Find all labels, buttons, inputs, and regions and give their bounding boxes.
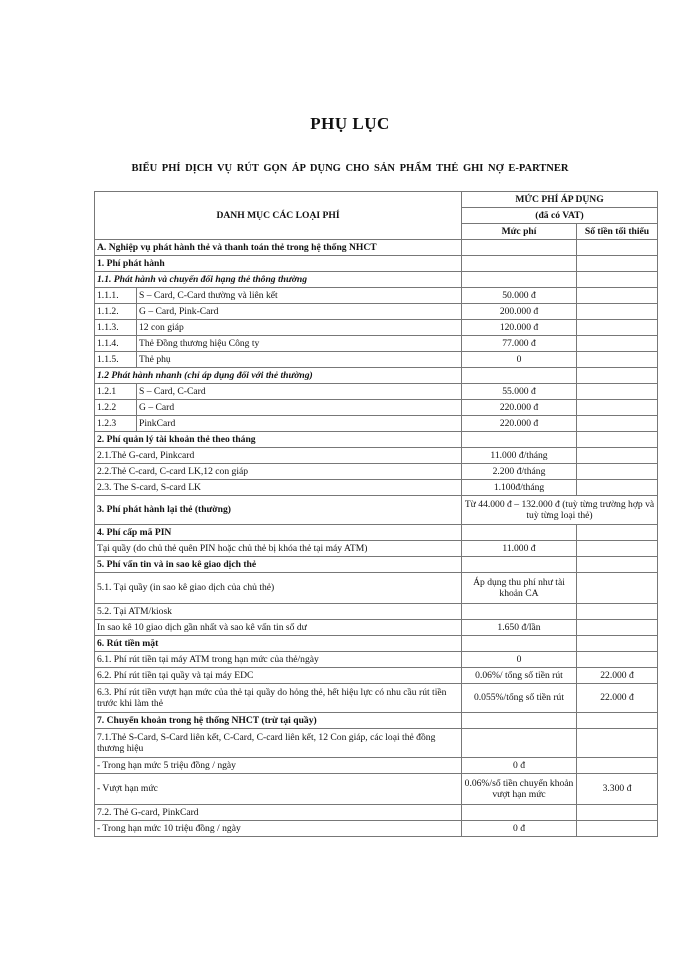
row-fee: 50.000 đ <box>462 288 577 304</box>
table-row <box>95 304 658 320</box>
fee-table <box>94 191 658 837</box>
empty-cell <box>577 480 658 496</box>
empty-cell <box>577 713 658 729</box>
page-title: PHỤ LỤC <box>310 114 390 133</box>
row-number: 1.1.3. <box>95 320 137 336</box>
row-label: 5.1. Tại quầy (in sao kê giao dịch của chủ thẻ) <box>95 573 462 604</box>
empty-cell <box>577 636 658 652</box>
reissue-fee: Từ 44.000 đ – 132.000 đ (tuỳ từng trường hợp và tuỳ từng loại thẻ) <box>462 496 658 525</box>
row-fee: 220.000 đ <box>462 400 577 416</box>
row-label: 7.1.Thẻ S-Card, S-Card liên kết, C-Card, C-card liên kết, 12 Con giáp, các loại thẻ đồng thương hiệu <box>95 729 462 758</box>
section-6-title: 6. Rút tiền mặt <box>95 636 462 652</box>
row-fee: 220.000 đ <box>462 416 577 432</box>
section-row <box>95 256 658 272</box>
row-fee: 11.000 đ/tháng <box>462 448 577 464</box>
section-row <box>95 713 658 729</box>
empty-cell <box>462 805 577 821</box>
row-label: - Vượt hạn mức <box>95 774 462 805</box>
row-fee: 200.000 đ <box>462 304 577 320</box>
section-7-title: 7. Chuyển khoản trong hệ thống NHCT (trừ tại quầy) <box>95 713 462 729</box>
table-row <box>95 352 658 368</box>
section-row <box>95 432 658 448</box>
empty-cell <box>462 272 577 288</box>
section-2-title: 2. Phí quản lý tài khoản thẻ theo tháng <box>95 432 462 448</box>
empty-cell <box>577 821 658 837</box>
empty-cell <box>577 272 658 288</box>
table-row <box>95 758 658 774</box>
section-row <box>95 496 658 525</box>
empty-cell <box>577 384 658 400</box>
empty-cell <box>577 729 658 758</box>
table-row <box>95 336 658 352</box>
empty-cell <box>462 240 577 256</box>
empty-cell <box>462 557 577 573</box>
empty-cell <box>577 573 658 604</box>
header-category: DANH MỤC CÁC LOẠI PHÍ <box>95 192 462 240</box>
row-label: S – Card, C-Card <box>137 384 462 400</box>
section-5-title: 5. Phí vấn tin và in sao kê giao dịch thẻ <box>95 557 462 573</box>
header-applied-fee: MỨC PHÍ ÁP DỤNG <box>462 192 658 208</box>
row-number: 1.1.5. <box>95 352 137 368</box>
row-label: - Trong hạn mức 5 triệu đồng / ngày <box>95 758 462 774</box>
section-a-title: A. Nghiệp vụ phát hành thẻ và thanh toán thẻ trong hệ thống NHCT <box>95 240 462 256</box>
table-row <box>95 573 658 604</box>
table-row <box>95 480 658 496</box>
table-header-row <box>95 192 658 208</box>
table-row <box>95 320 658 336</box>
table-row <box>95 400 658 416</box>
empty-cell <box>577 352 658 368</box>
header-vat-note: (đã có VAT) <box>462 208 658 224</box>
table-row <box>95 805 658 821</box>
empty-cell <box>577 464 658 480</box>
table-row <box>95 464 658 480</box>
empty-cell <box>577 758 658 774</box>
row-label: In sao kê 10 giao dịch gần nhất và sao kê vấn tin số dư <box>95 620 462 636</box>
row-number: 1.2.3 <box>95 416 137 432</box>
table-row <box>95 652 658 668</box>
row-label: 2.3. The S-card, S-card LK <box>95 480 462 496</box>
empty-cell <box>577 432 658 448</box>
table-row <box>95 384 658 400</box>
row-label: 6.2. Phí rút tiền tại quầy và tại máy EDC <box>95 668 462 684</box>
table-row <box>95 668 658 684</box>
header-min-amount: Số tiền tối thiểu <box>577 224 658 240</box>
row-fee: 2.200 đ/tháng <box>462 464 577 480</box>
table-row <box>95 729 658 758</box>
empty-cell <box>577 557 658 573</box>
row-label: Thẻ Đồng thương hiệu Công ty <box>137 336 462 352</box>
row-label: 12 con giáp <box>137 320 462 336</box>
row-fee: 0 đ <box>462 821 577 837</box>
empty-cell <box>462 729 577 758</box>
row-label: - Trong hạn mức 10 triệu đồng / ngày <box>95 821 462 837</box>
row-label: 6.1. Phí rút tiền tại máy ATM trong hạn mức của thẻ/ngày <box>95 652 462 668</box>
subsection-1-2-title: 1.2 Phát hành nhanh (chỉ áp dụng đối với thẻ thường) <box>95 368 462 384</box>
row-label: 6.3. Phí rút tiền vượt hạn mức của thẻ tại quầy do hỏng thẻ, hết hiệu lực có nhu cầu rút tiền trước khi làm thẻ <box>95 684 462 713</box>
row-fee: 77.000 đ <box>462 336 577 352</box>
row-number: 1.1.1. <box>95 288 137 304</box>
row-fee: Áp dụng thu phí như tài khoản CA <box>462 573 577 604</box>
section-3-title: 3. Phí phát hành lại thẻ (thường) <box>95 496 462 525</box>
row-number: 1.2.1 <box>95 384 137 400</box>
table-row <box>95 821 658 837</box>
empty-cell <box>577 805 658 821</box>
row-label: S – Card, C-Card thường và liên kết <box>137 288 462 304</box>
document-subtitle: BIỂU PHÍ DỊCH VỤ RÚT GỌN ÁP DỤNG CHO SẢN PHẨM THẺ GHI NỢ E-PARTNER <box>131 163 569 174</box>
empty-cell <box>577 604 658 620</box>
empty-cell <box>577 620 658 636</box>
row-min: 22.000 đ <box>577 684 658 713</box>
subsection-row <box>95 368 658 384</box>
row-min: 22.000 đ <box>577 668 658 684</box>
section-4-title: 4. Phí cấp mã PIN <box>95 525 462 541</box>
row-fee: 0 đ <box>462 758 577 774</box>
section-row <box>95 557 658 573</box>
section-row <box>95 636 658 652</box>
row-label: 2.1.Thẻ G-card, Pinkcard <box>95 448 462 464</box>
empty-cell <box>577 368 658 384</box>
empty-cell <box>577 416 658 432</box>
row-min: 3.300 đ <box>577 774 658 805</box>
row-label: Thẻ phụ <box>137 352 462 368</box>
section-row <box>95 525 658 541</box>
empty-cell <box>462 713 577 729</box>
row-label: 2.2.Thẻ C-card, C-card LK,12 con giáp <box>95 464 462 480</box>
empty-cell <box>462 636 577 652</box>
table-row <box>95 416 658 432</box>
row-label: Tại quầy (do chủ thẻ quên PIN hoặc chủ thẻ bị khóa thẻ tại máy ATM) <box>95 541 462 557</box>
table-row <box>95 604 658 620</box>
empty-cell <box>462 432 577 448</box>
row-fee: 120.000 đ <box>462 320 577 336</box>
table-row <box>95 541 658 557</box>
table-row <box>95 448 658 464</box>
subsection-row <box>95 272 658 288</box>
row-fee: 1.650 đ/lần <box>462 620 577 636</box>
table-row <box>95 684 658 713</box>
row-fee: 0.06%/số tiền chuyển khoản vượt hạn mức <box>462 774 577 805</box>
section-1-title: 1. Phí phát hành <box>95 256 462 272</box>
empty-cell <box>462 368 577 384</box>
row-number: 1.2.2 <box>95 400 137 416</box>
row-fee: 0 <box>462 352 577 368</box>
row-fee: 11.000 đ <box>462 541 577 557</box>
empty-cell <box>577 256 658 272</box>
table-row <box>95 620 658 636</box>
empty-cell <box>577 240 658 256</box>
row-fee: 0 <box>462 652 577 668</box>
empty-cell <box>462 604 577 620</box>
empty-cell <box>577 541 658 557</box>
table-row <box>95 288 658 304</box>
row-number: 1.1.2. <box>95 304 137 320</box>
row-number: 1.1.4. <box>95 336 137 352</box>
empty-cell <box>577 336 658 352</box>
row-label: 7.2. Thẻ G-card, PinkCard <box>95 805 462 821</box>
empty-cell <box>577 525 658 541</box>
empty-cell <box>462 256 577 272</box>
empty-cell <box>577 304 658 320</box>
row-fee: 1.100đ/tháng <box>462 480 577 496</box>
row-fee: 0.055%/tổng số tiền rút <box>462 684 577 713</box>
row-fee: 0.06%/ tổng số tiền rút <box>462 668 577 684</box>
row-label: PinkCard <box>137 416 462 432</box>
subsection-1-1-title: 1.1. Phát hành và chuyển đổi hạng thẻ thông thường <box>95 272 462 288</box>
empty-cell <box>577 448 658 464</box>
row-min <box>577 652 658 668</box>
empty-cell <box>577 288 658 304</box>
empty-cell <box>577 320 658 336</box>
row-fee: 55.000 đ <box>462 384 577 400</box>
empty-cell <box>462 525 577 541</box>
row-label: G – Card, Pink-Card <box>137 304 462 320</box>
empty-cell <box>577 400 658 416</box>
row-label: G – Card <box>137 400 462 416</box>
header-fee-rate: Mức phí <box>462 224 577 240</box>
section-row <box>95 240 658 256</box>
row-label: 5.2. Tại ATM/kiosk <box>95 604 462 620</box>
table-row <box>95 774 658 805</box>
